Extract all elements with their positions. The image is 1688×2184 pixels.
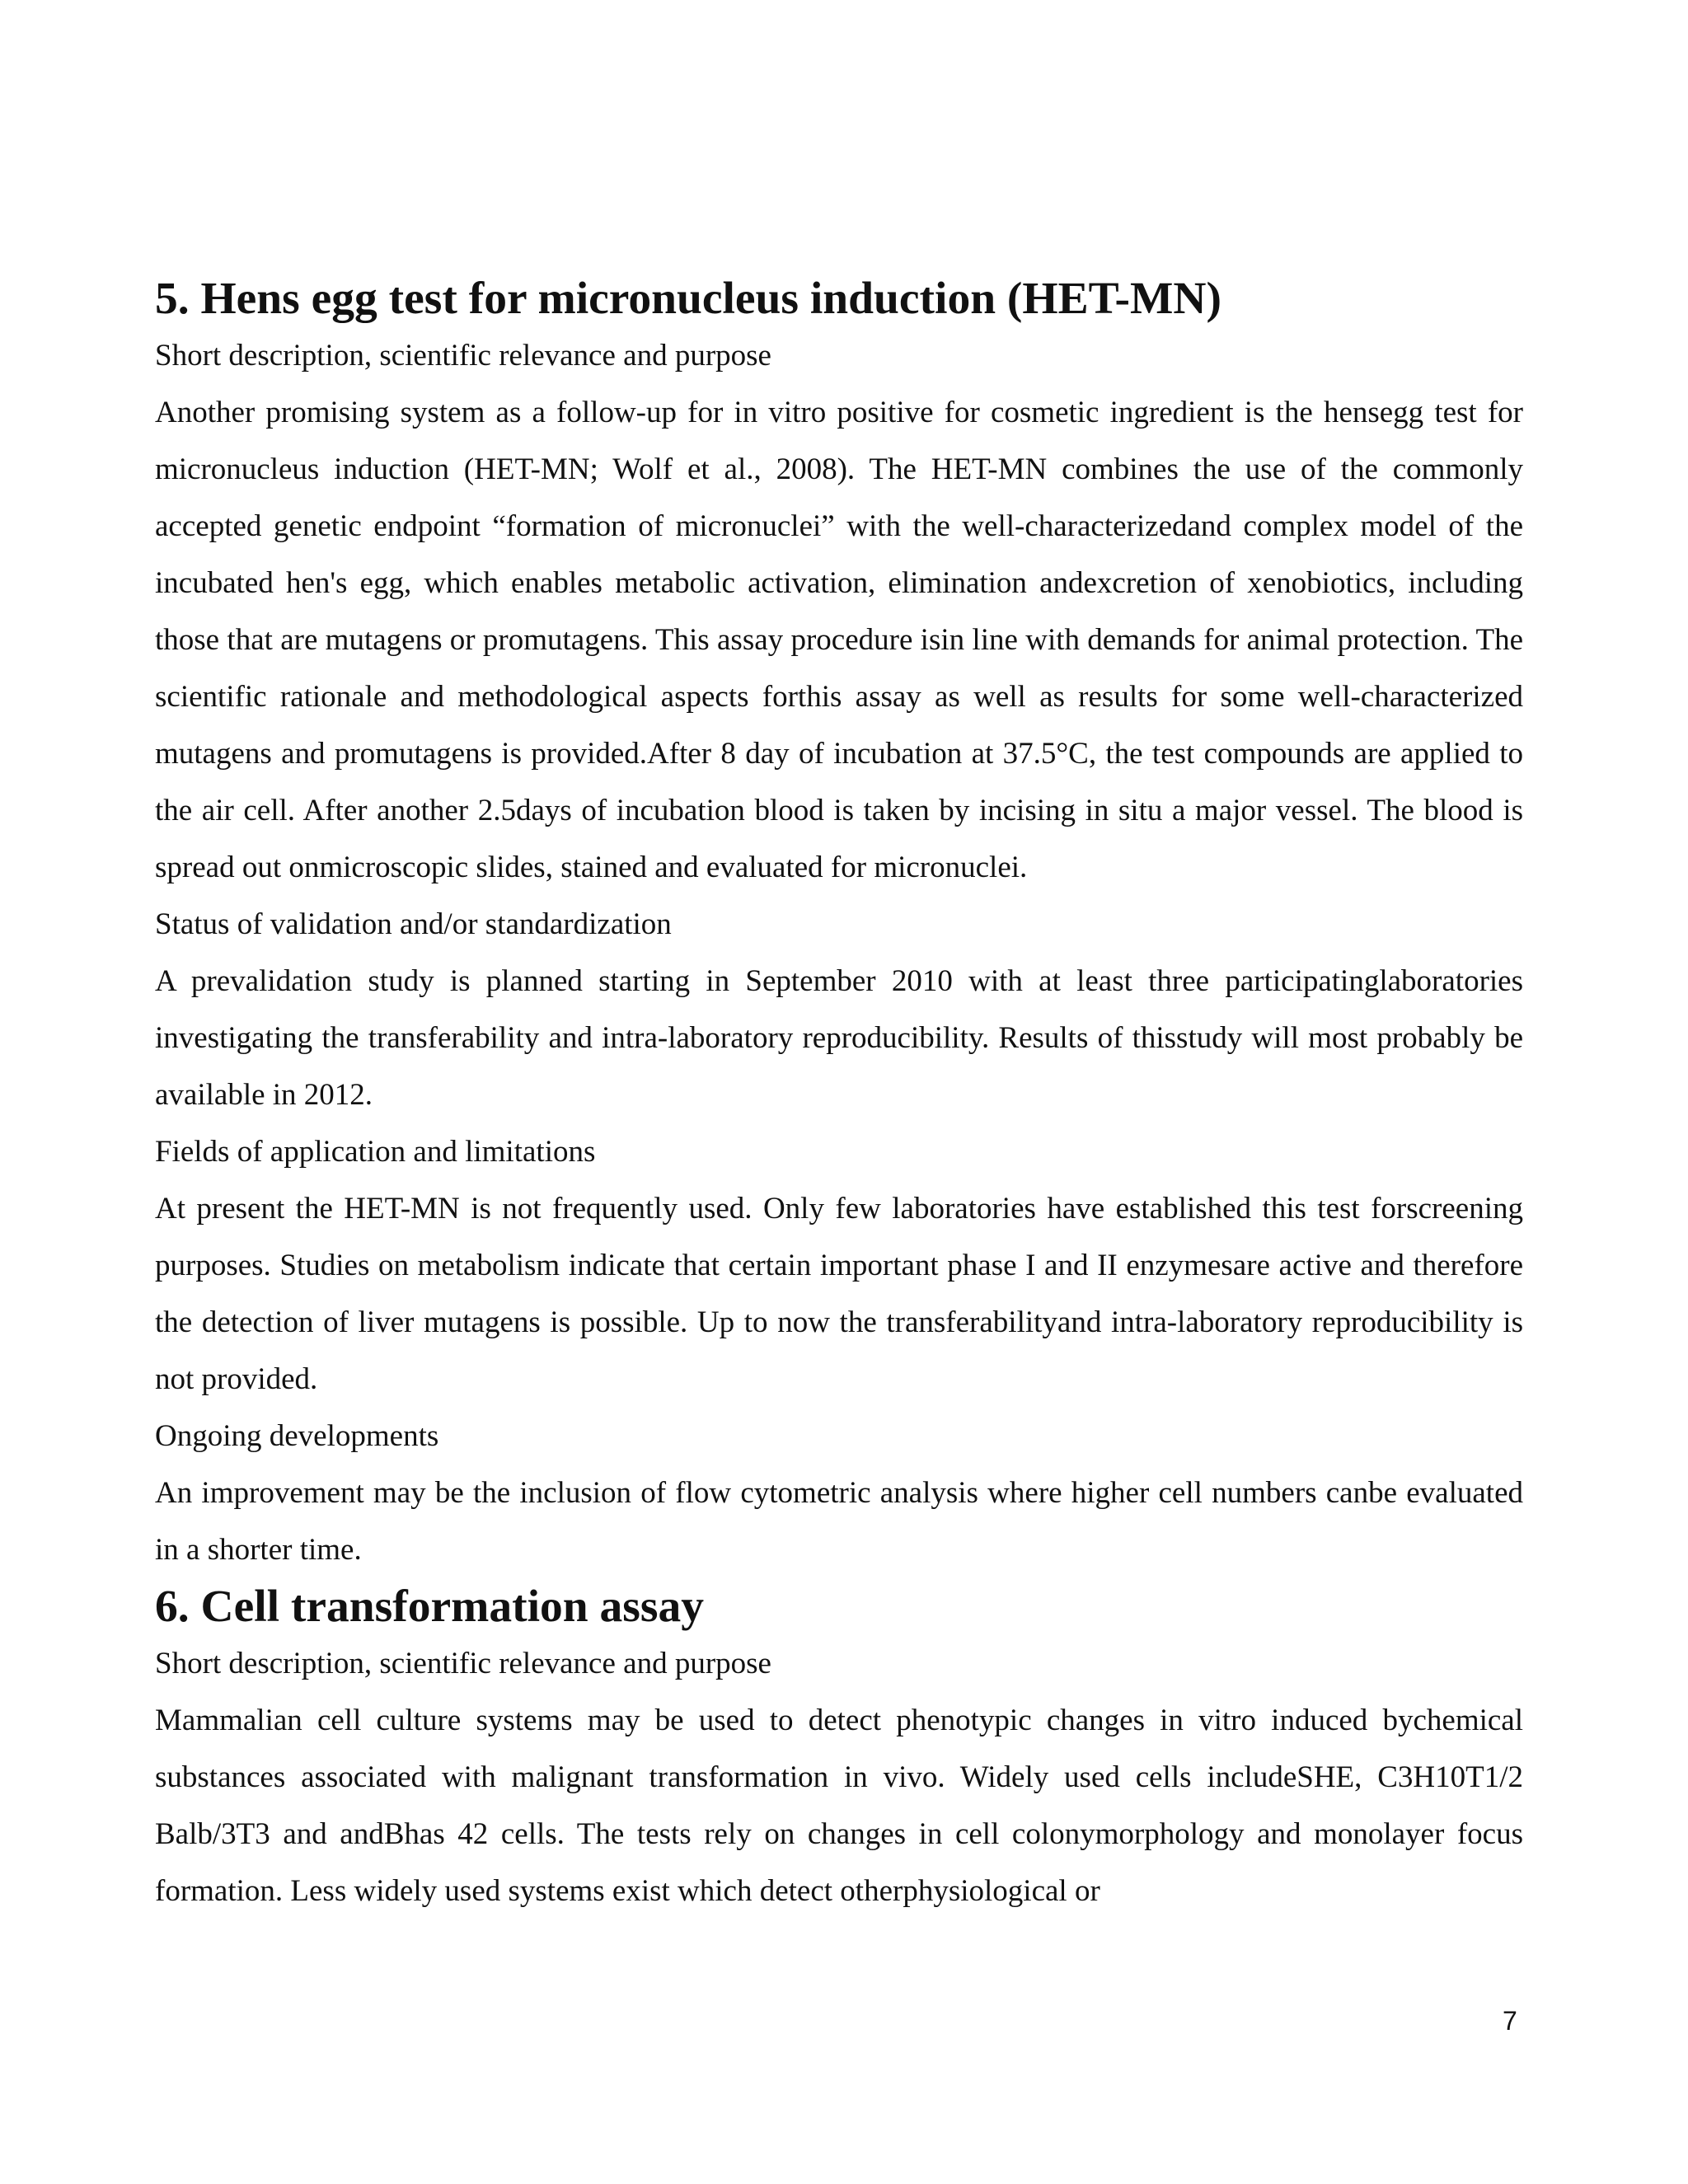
section-5-description-paragraph: Another promising system as a follow-up for in vitro positive for cosmetic ingredient is the hensegg test for micronucleus induction (HET-MN; Wolf et al., 2008). The HET-MN combines the use of the commonly accepted genetic endpoint “formation of micronuclei” with the well-characterizedand complex model of the incubated hen's egg, which enables metabolic activation, elimination andexcretion of xenobiotics, including those that are mutagens or promutagens. This assay procedure isin line with demands for animal protection. The scientific rationale and methodological aspects forthis assay as well as results for some well-characterized mutagens and promutagens is provided.After 8 day of incubation at 37.5°C, the test compounds are applied to the air cell. After another 2.5days of incubation blood is taken by incising in situ a major vessel. The blood is spread out onmicroscopic slides, stained and evaluated for micronuclei. bbox=[155, 396, 1523, 884]
section-6-heading: 6. Cell transformation assay bbox=[155, 1582, 704, 1632]
section-5-validation-paragraph: A prevalidation study is planned starting in September 2010 with at least three participatinglaboratories investigating the transferability and intra-laboratory reproducibility. Results of thisstudy will most probably be available in 2012. bbox=[155, 964, 1523, 1112]
page-number: 7 bbox=[1503, 2006, 1517, 2036]
section-6-description-paragraph: Mammalian cell culture systems may be used to detect phenotypic changes in vitro induced bychemical substances associated with malignant transformation in vivo. Widely used cells includeSHE, C3H10T1/2 Balb/3T3 and andBhas 42 cells. The tests rely on changes in cell colonymorphology and monolayer focus formation. Less widely used systems exist which detect otherphysiological or bbox=[155, 1704, 1523, 1908]
section-5-developments-paragraph: An improvement may be the inclusion of flow cytometric analysis where higher cell numbers canbe evaluated in a shorter time. bbox=[155, 1476, 1523, 1567]
section-5-applications-paragraph: At present the HET-MN is not frequently used. Only few laboratories have established this test forscreening purposes. Studies on metabolism indicate that certain important phase I and II enzymesare active and therefore the detection of liver mutagens is possible. Up to now the transferabilityand intra-laboratory reproducibility is not provided. bbox=[155, 1192, 1523, 1396]
section-5-heading: 5. Hens egg test for micronucleus induction (HET-MN) bbox=[155, 274, 1221, 324]
section-6-subheading-description: Short description, scientific relevance and purpose bbox=[155, 1647, 771, 1680]
document-page bbox=[155, 270, 1523, 1919]
section-5-subheading-applications: Fields of application and limitations bbox=[155, 1135, 596, 1169]
section-5-subheading-validation: Status of validation and/or standardization bbox=[155, 907, 672, 941]
section-5-subheading-developments: Ongoing developments bbox=[155, 1419, 439, 1453]
section-5-subheading-description: Short description, scientific relevance and purpose bbox=[155, 339, 771, 373]
